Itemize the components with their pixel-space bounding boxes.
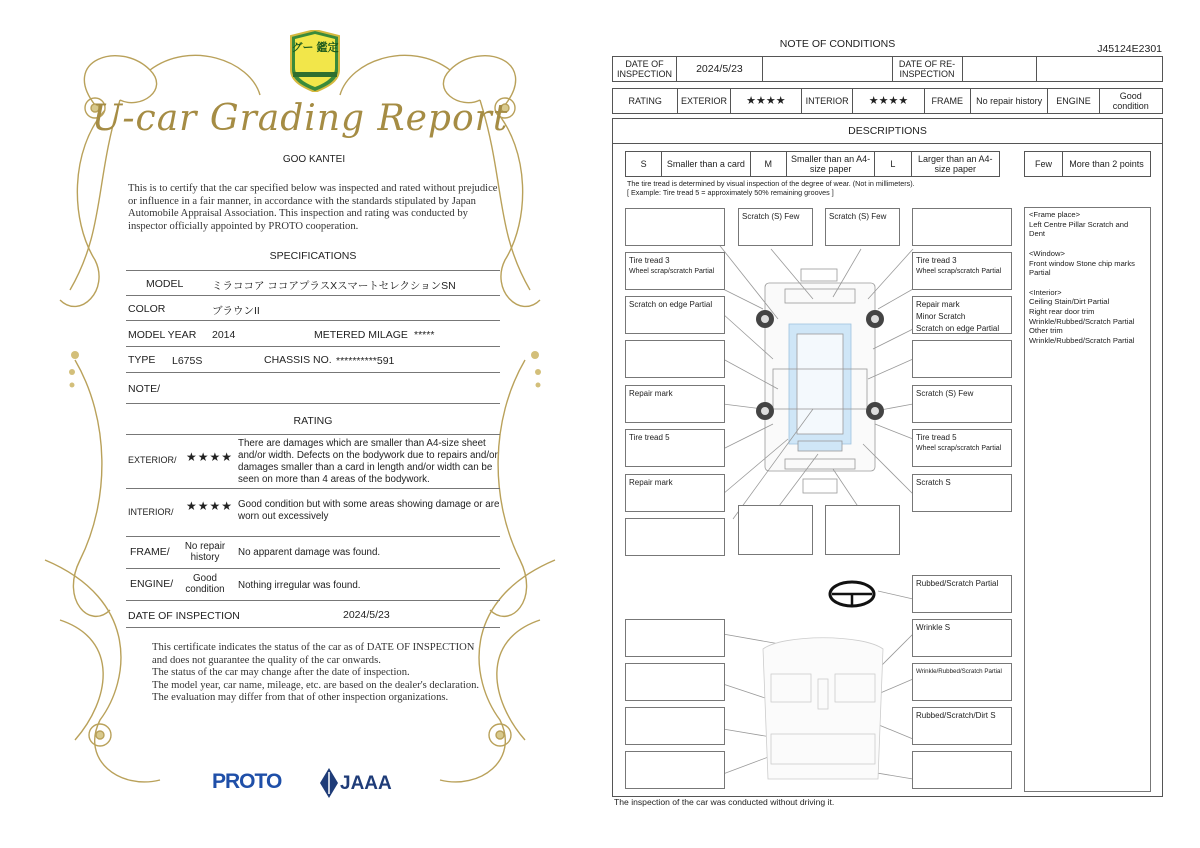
frame-description: No apparent damage was found. — [238, 547, 381, 558]
certification-statement: This is to certify that the car specified below was inspected and rated without prejudice or influence in a fair manner, in accordance with the standards stipulated by Japan Automobile Appraisal Association. This inspection and rating was conducted by inspector officially appointed by PROTO cooperation. — [128, 183, 498, 232]
engine-description: Nothing irregular was found. — [238, 580, 361, 591]
report-subtitle: GOO KANTEI — [282, 154, 346, 165]
rating-row-exterior — [126, 435, 500, 489]
damage-cell — [625, 208, 725, 246]
interior-label: INTERIOR — [802, 89, 853, 114]
cell-text: Tire tread 3 — [629, 256, 670, 265]
cell-subtext: Wheel scrap/scratch Partial — [916, 268, 1002, 275]
cell-subtext: Wheel scrap/scratch Partial — [629, 268, 715, 275]
spec-row-color — [126, 296, 500, 321]
engine-value: Good condition — [1099, 89, 1162, 114]
cell-text: Minor Scratch — [916, 312, 966, 321]
damage-cell — [625, 518, 725, 556]
descriptions-panel — [612, 118, 1163, 797]
exterior-label: EXTERIOR/ — [128, 455, 177, 465]
spec-row-model — [126, 271, 500, 296]
damage-cell — [912, 208, 1012, 246]
jaaa-logo: JAAA — [340, 773, 392, 794]
damage-cell-left-rear: Repair mark — [625, 474, 725, 512]
damage-cell — [625, 707, 725, 745]
color-label: COLOR — [128, 303, 166, 315]
inspection-footer: The inspection of the car was conducted without driving it. — [614, 797, 835, 807]
interior-stars: ★★★★ — [186, 499, 234, 513]
cell-text: Tire tread 5 — [916, 433, 957, 442]
document-id: J45124E2301 — [1097, 43, 1162, 55]
damage-cell-right-front-tire — [912, 252, 1012, 290]
damage-cell-steering: Rubbed/Scratch Partial — [912, 575, 1012, 613]
model-year-label: MODEL YEAR — [128, 329, 197, 341]
interior-label: INTERIOR/ — [128, 507, 174, 517]
damage-cell-left-middle: Repair mark — [625, 385, 725, 423]
empty-cell — [962, 57, 1037, 82]
rating-label: RATING — [613, 89, 678, 114]
tread-note-line-1: The tire tread is determined by visual inspection of the degree of wear. (Not in millimeters). — [627, 179, 915, 188]
interior-stars: ★★★★ — [853, 89, 925, 114]
rating-row-engine — [126, 569, 500, 601]
frame-value: No repair history — [184, 541, 226, 563]
legend-s-text: Smaller than a card — [662, 152, 750, 177]
model-label: MODEL — [146, 278, 184, 290]
damage-cell — [825, 505, 900, 555]
note-label: NOTE/ — [128, 383, 161, 395]
frame-label: FRAME — [924, 89, 970, 114]
inspection-date-value: 2024/5/23 — [676, 57, 762, 82]
rating-row-frame — [126, 537, 500, 569]
legend-few: Few — [1025, 152, 1063, 177]
cell-subtext: Wheel scrap/scratch Partial — [916, 445, 1002, 452]
empty-cell — [1037, 57, 1163, 82]
damage-cell-front-right: Scratch (S) Few — [825, 208, 900, 246]
damage-cell — [738, 505, 813, 555]
goo-kantei-badge-icon — [287, 30, 343, 92]
legend-s: S — [626, 152, 662, 177]
certificate-disclaimer: This certificate indicates the status of the car as of DATE OF INSPECTION and does not guarantee the quality of the car onwards. The status of the car may change after the date of inspection. The model year, car name, mileage, etc. are based on the dealer's declaration. The evaluation may differ from that of other inspection organizations. — [152, 642, 480, 704]
spec-row-model-year — [126, 321, 500, 347]
badge-text: グー 鑑定 — [291, 42, 339, 54]
exterior-label: EXTERIOR — [678, 89, 730, 114]
chassis-value: **********591 — [336, 355, 395, 367]
inspection-date-row — [126, 601, 500, 628]
damage-cell-front-left: Scratch (S) Few — [738, 208, 813, 246]
chassis-label: CHASSIS NO. — [264, 354, 332, 366]
descriptions-heading: DESCRIPTIONS — [613, 119, 1162, 144]
damage-cell — [625, 663, 725, 701]
model-value: ミラココア ココアプラスXスマートセレクションSN — [212, 280, 456, 292]
damage-cell-interior-1: Wrinkle S — [912, 619, 1012, 657]
interior-description: Good condition but with some areas showing damage or are worn out excessively — [238, 499, 500, 522]
damage-cell-right-rear: Scratch S — [912, 474, 1012, 512]
detailed-notes: <Frame place> Left Centre Pillar Scratch and Dent <Window> Front window Stone chip marks Partial <Interior> Ceiling Stain/Dirt Partial Right rear door trim Wrinkle/Rubbed/Scratch Partial Other trim Wrinkle/Rubbed/Scratch Partial — [1024, 207, 1151, 792]
damage-cell — [625, 619, 725, 657]
damage-cell-interior-2: Wrinkle/Rubbed/Scratch Partial — [912, 663, 1012, 701]
damage-cell-right-front — [912, 296, 1012, 334]
color-value: ブラウンII — [212, 305, 260, 317]
rating-table — [612, 88, 1163, 114]
tread-note-line-2: [ Example: Tire tread 5 = approximately 50% remaining grooves ] — [627, 188, 834, 197]
type-value: L675S — [172, 355, 203, 367]
empty-cell — [762, 57, 892, 82]
damage-cell-left-front-tire — [625, 252, 725, 290]
metered-mileage-value: ***** — [414, 329, 435, 341]
damage-cell-left-front: Scratch on edge Partial — [625, 296, 725, 334]
legend-l: L — [875, 152, 911, 177]
inspection-date-label: DATE OF INSPECTION — [128, 610, 240, 622]
type-label: TYPE — [128, 354, 156, 366]
proto-logo: PROTO — [212, 770, 282, 793]
cell-text: Scratch on edge Partial — [916, 324, 1000, 333]
spec-row-note — [126, 373, 500, 404]
cell-text: Repair mark — [916, 300, 960, 309]
exterior-stars: ★★★★ — [186, 450, 234, 464]
damage-cell — [912, 751, 1012, 789]
engine-label: ENGINE — [1048, 89, 1099, 114]
model-year-value: 2014 — [212, 329, 236, 341]
damage-cell-right-rear-tire — [912, 429, 1012, 467]
steering-wheel-icon — [830, 582, 874, 606]
damage-cell-left-rear-tire: Tire tread 5 — [625, 429, 725, 467]
damage-cell — [625, 340, 725, 378]
specifications-heading: SPECIFICATIONS — [269, 250, 357, 262]
exterior-stars: ★★★★ — [730, 89, 802, 114]
inspection-date-value: 2024/5/23 — [343, 609, 390, 621]
inspection-date-table — [612, 56, 1163, 82]
rating-heading: RATING — [293, 415, 333, 427]
rating-row-interior — [126, 489, 500, 537]
frame-label: FRAME/ — [130, 546, 170, 558]
cell-text: Tire tread 3 — [916, 256, 957, 265]
engine-value: Good condition — [185, 573, 225, 595]
spec-row-type — [126, 347, 500, 373]
damage-cell — [625, 751, 725, 789]
exterior-description: There are damages which are smaller than A4-size sheet and/or width. Defects on the bodywork due to repairs and/or damages smaller than a card in length and/or width can be seen on more than 4 areas of the bodywork. — [238, 438, 498, 485]
legend-few-text: More than 2 points — [1063, 152, 1151, 177]
legend-m-text: Smaller than an A4-size paper — [786, 152, 874, 177]
damage-cell — [912, 340, 1012, 378]
reinspection-label: DATE OF RE-INSPECTION — [892, 57, 962, 82]
metered-mileage-label: METERED MILAGE — [314, 329, 408, 341]
note-of-conditions — [600, 0, 1200, 848]
engine-label: ENGINE/ — [130, 578, 174, 590]
legend-l-text: Larger than an A4-size paper — [911, 152, 1000, 177]
frame-value: No repair history — [970, 89, 1048, 114]
damage-cell-right-middle: Scratch (S) Few — [912, 385, 1012, 423]
legend-m: M — [750, 152, 786, 177]
note-title: NOTE OF CONDITIONS — [779, 38, 896, 50]
logos — [212, 768, 402, 800]
damage-cell-interior-3: Rubbed/Scratch/Dirt S — [912, 707, 1012, 745]
jaaa-emblem-icon — [320, 768, 338, 798]
inspection-date-label: DATE OF INSPECTION — [613, 57, 677, 82]
report-title: U-car Grading Report — [91, 98, 509, 139]
